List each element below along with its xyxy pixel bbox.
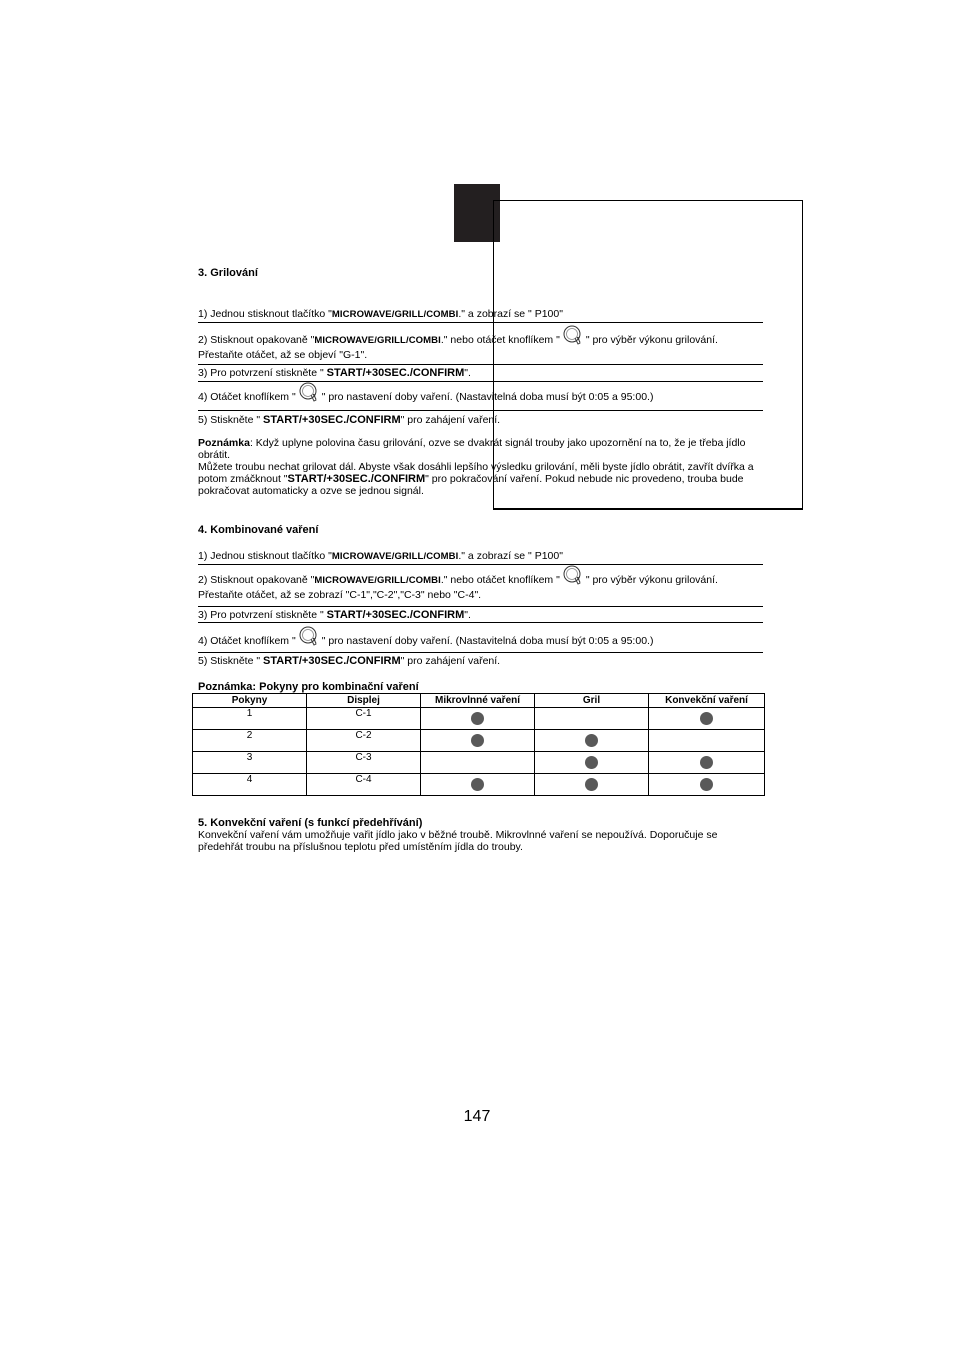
table-row	[193, 730, 765, 752]
divider	[198, 606, 763, 607]
page-number: 147	[463, 1108, 491, 1125]
combi-step-4: 4) Otáčet knoflíkem " " pro nastavení doby vaření. (Nastavitelná doba musí být 0:05 a 95:00.)	[198, 633, 763, 649]
header-mikrovlnne: Mikrovlnné vaření	[421, 694, 535, 708]
cell-microwave	[421, 730, 535, 752]
table-row	[193, 752, 765, 774]
cell-pokyn: 1	[193, 708, 307, 730]
cell-convection	[649, 730, 765, 752]
divider	[198, 410, 763, 411]
start-confirm-label: START/+30SEC./CONFIRM	[326, 367, 465, 379]
cell-grill	[535, 730, 649, 752]
active-dot-icon	[585, 756, 598, 769]
combi-step-5: 5) Stiskněte " START/+30SEC./CONFIRM" pro zahájení vaření.	[198, 655, 501, 667]
divider	[198, 381, 763, 382]
microwave-grill-combi-label: MICROWAVE/GRILL/COMBI	[331, 551, 459, 562]
cell-displej: C-1	[307, 708, 421, 730]
cell-grill	[535, 752, 649, 774]
cell-displej: C-4	[307, 774, 421, 796]
cell-displej: C-2	[307, 730, 421, 752]
section-title-grill: 3. Grilování	[198, 267, 258, 279]
cell-convection	[649, 752, 765, 774]
start-confirm-label: START/+30SEC./CONFIRM	[263, 414, 401, 426]
cell-convection	[649, 708, 765, 730]
combi-step-2-line2: Přestaňte otáčet, až se zobrazí "C-1","C-2","C-3" nebo "C-4".	[198, 589, 482, 601]
knob-dial-icon	[298, 381, 320, 405]
grill-note: Poznámka: Když uplyne polovina času grilování, ozve se dvakrát signál trouby jako upozornění na to, že je třeba jídlo obrátit. Můžete troubu nechat grilovat dál. Abyste však dosáhli lepšího výsledku grilování, měli byste jídlo obrátit, zavřít dvířka a potom zmáčknout "START/+30SEC./CONFIRM" pro pokračování vaření. Pokud nebude nic provedeno, trouba bude pokračovat automaticky a ozve se jednou signál.	[198, 437, 754, 497]
table-row	[193, 708, 765, 730]
combi-step-3: 3) Pro potvrzení stiskněte " START/+30SEC./CONFIRM".	[198, 609, 471, 621]
active-dot-icon	[700, 756, 713, 769]
start-confirm-label: START/+30SEC./CONFIRM	[263, 655, 401, 667]
cell-pokyn: 2	[193, 730, 307, 752]
combi-step-2: 2) Stisknout opakovaně "MICROWAVE/GRILL/COMBI." nebo otáčet knoflíkem " " pro výběr výkonu grilování.	[198, 572, 763, 588]
cell-displej: C-3	[307, 752, 421, 774]
start-confirm-label: START/+30SEC./CONFIRM	[287, 473, 426, 485]
active-dot-icon	[471, 734, 484, 747]
microwave-grill-combi-label: MICROWAVE/GRILL/COMBI	[314, 334, 441, 346]
active-dot-icon	[700, 778, 713, 791]
divider	[198, 564, 763, 565]
header-displej: Displej	[307, 694, 421, 708]
header-konvekcni: Konvekční vaření	[649, 694, 765, 708]
grill-step-5: 5) Stiskněte " START/+30SEC./CONFIRM" pro zahájení vaření.	[198, 414, 501, 426]
active-dot-icon	[585, 778, 598, 791]
microwave-grill-combi-label: MICROWAVE/GRILL/COMBI	[314, 574, 441, 586]
header-pokyny: Pokyny	[193, 694, 307, 708]
table-row	[193, 774, 765, 796]
cell-microwave	[421, 752, 535, 774]
knob-dial-icon	[562, 324, 584, 348]
microwave-grill-combi-label: MICROWAVE/GRILL/COMBI	[331, 309, 459, 320]
section-title-combi: 4. Kombinované vaření	[198, 524, 319, 536]
divider	[198, 622, 763, 623]
divider	[198, 322, 763, 323]
start-confirm-label: START/+30SEC./CONFIRM	[326, 609, 465, 621]
active-dot-icon	[585, 734, 598, 747]
grill-step-1: 1) Jednou stisknout tlačítko "MICROWAVE/GRILL/COMBI." a zobrazí se " P100"	[198, 308, 563, 320]
active-dot-icon	[700, 712, 713, 725]
divider	[198, 364, 763, 365]
combi-instructions-table	[192, 693, 765, 796]
knob-dial-icon	[298, 625, 320, 649]
grill-step-2: 2) Stisknout opakovaně "MICROWAVE/GRILL/COMBI." nebo otáčet knoflíkem " " pro výběr výkonu grilování.	[198, 332, 763, 348]
table-header-row	[193, 694, 765, 708]
cell-microwave	[421, 708, 535, 730]
knob-dial-icon	[562, 564, 584, 588]
cell-pokyn: 3	[193, 752, 307, 774]
cell-convection	[649, 774, 765, 796]
section-title-convection: 5. Konvekční vaření (s funkcí předehřívání)	[198, 817, 423, 829]
divider	[198, 652, 763, 653]
table-title: Poznámka: Pokyny pro kombinační vaření	[198, 681, 419, 693]
cell-microwave	[421, 774, 535, 796]
cell-grill	[535, 774, 649, 796]
cell-grill	[535, 708, 649, 730]
active-dot-icon	[471, 778, 484, 791]
grill-step-4: 4) Otáčet knoflíkem " " pro nastavení doby vaření. (Nastavitelná doba musí být 0:05 a 95:00.)	[198, 389, 763, 405]
convection-text: Konvekční vaření vám umožňuje vařit jídlo jako v běžné troubě. Mikrovlnné vaření se nepoužívá. Doporučuje se předehřát troubu na příslušnou teplotu před umístěním jídla do trouby.	[198, 829, 718, 853]
grill-step-2-line2: Přestaňte otáčet, až se objeví "G-1".	[198, 349, 368, 361]
cell-pokyn: 4	[193, 774, 307, 796]
table-body	[193, 708, 765, 796]
active-dot-icon	[471, 712, 484, 725]
grill-step-3: 3) Pro potvrzení stiskněte " START/+30SEC./CONFIRM".	[198, 367, 471, 379]
combi-step-1: 1) Jednou stisknout tlačítko "MICROWAVE/GRILL/COMBI." a zobrazí se " P100"	[198, 550, 563, 562]
header-gril: Gril	[535, 694, 649, 708]
